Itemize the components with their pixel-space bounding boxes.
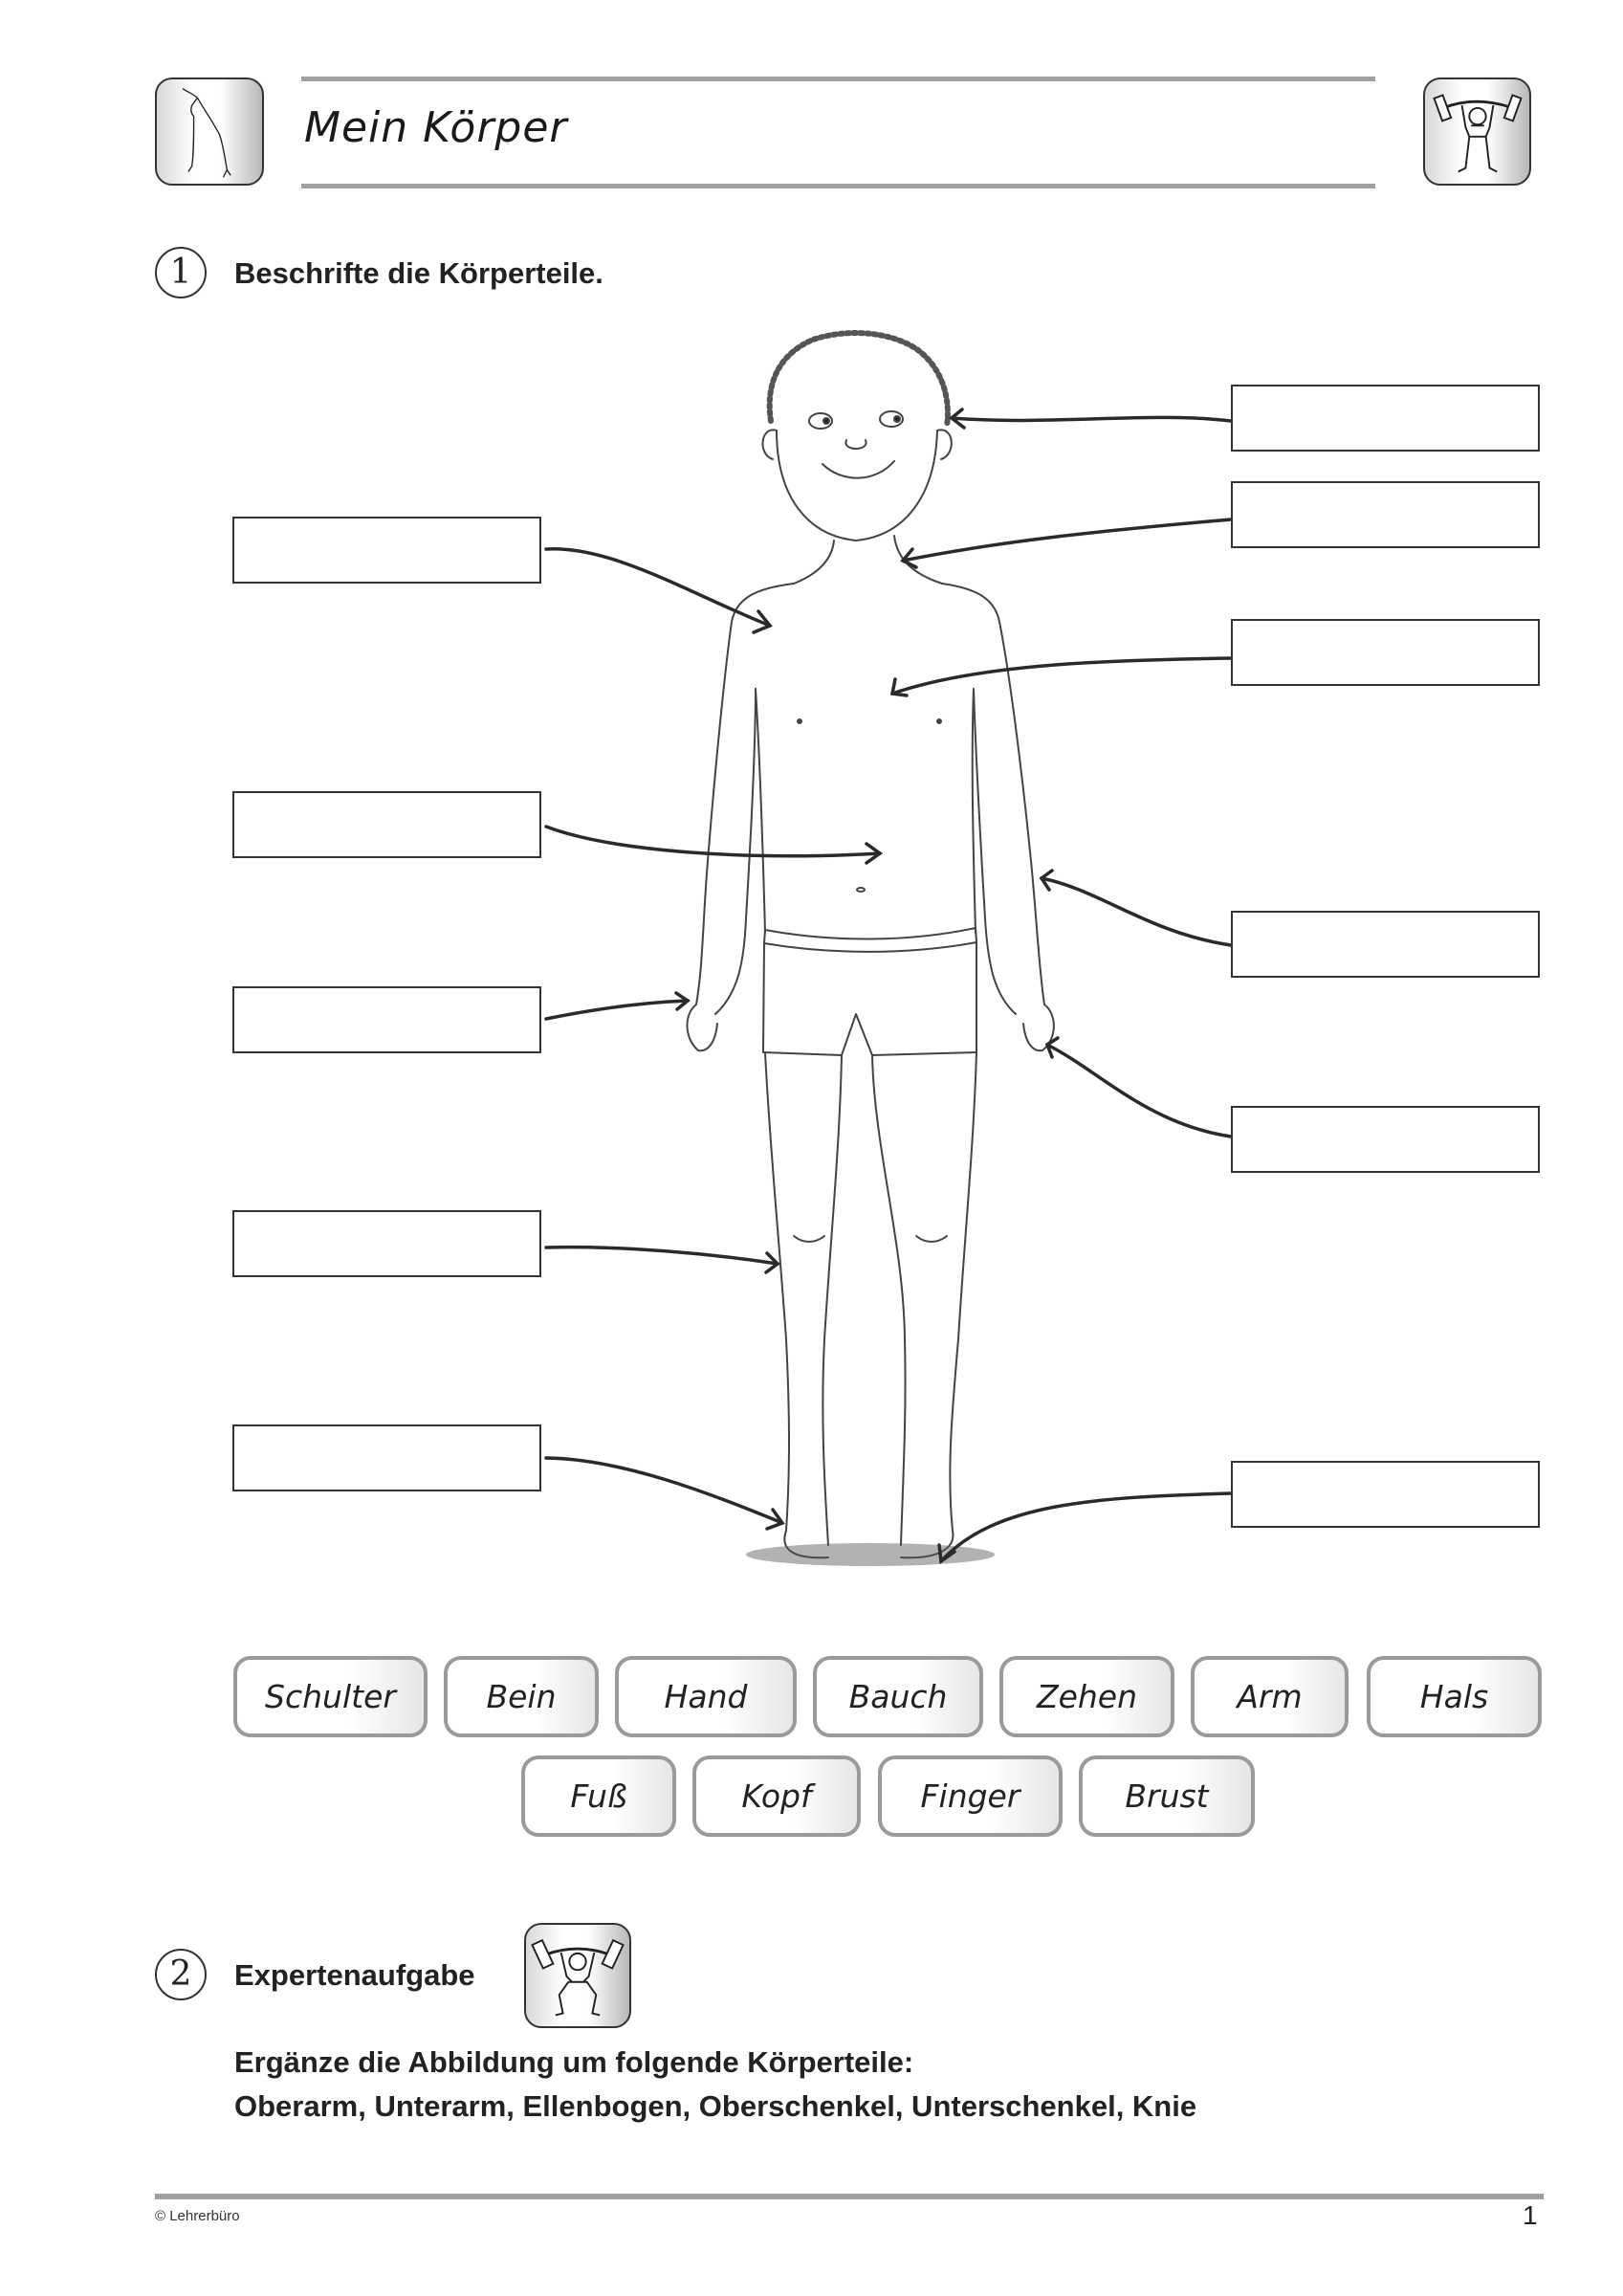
word-chip-bein[interactable]: Bein xyxy=(444,1656,599,1737)
task2-line1: Ergänze die Abbildung um folgende Körperteile: xyxy=(234,2045,914,2079)
word-chip-bauch[interactable]: Bauch xyxy=(813,1656,983,1737)
copyright: © Lehrerbüro xyxy=(155,2208,240,2224)
page-number: 1 xyxy=(1523,2200,1538,2230)
title-rule-top xyxy=(301,77,1375,81)
weightlifter-drawing xyxy=(1425,79,1529,184)
answer-box-right-4[interactable] xyxy=(1231,911,1540,978)
task1-instruction: Beschrifte die Körperteile. xyxy=(234,256,603,290)
word-chip-finger[interactable]: Finger xyxy=(878,1755,1063,1837)
answer-box-right-5[interactable] xyxy=(1231,1106,1540,1173)
footer-rule xyxy=(155,2194,1544,2199)
weightlifter-squat-drawing xyxy=(526,1925,629,2026)
word-chip-fuss[interactable]: Fuß xyxy=(521,1755,676,1837)
word-chip-zehen[interactable]: Zehen xyxy=(999,1656,1174,1737)
title-rule-bottom xyxy=(301,184,1375,188)
answer-box-left-3[interactable] xyxy=(232,986,541,1053)
arm-icon xyxy=(155,77,264,186)
task-number-2: 2 xyxy=(155,1949,207,2000)
task-number-1: 1 xyxy=(155,247,207,298)
task2-line2: Oberarm, Unterarm, Ellenbogen, Oberschenkel, Unterschenkel, Knie xyxy=(234,2089,1197,2123)
answer-box-left-4[interactable] xyxy=(232,1210,541,1277)
answer-box-left-1[interactable] xyxy=(232,517,541,584)
answer-box-left-5[interactable] xyxy=(232,1424,541,1491)
label-arrows xyxy=(546,409,1231,1561)
boy-outline xyxy=(687,333,1053,1557)
word-chip-hand[interactable]: Hand xyxy=(615,1656,797,1737)
ground-shadow xyxy=(746,1543,995,1566)
task2-title: Expertenaufgabe xyxy=(234,1958,475,1992)
answer-box-left-2[interactable] xyxy=(232,791,541,858)
word-chip-schulter[interactable]: Schulter xyxy=(233,1656,428,1737)
page-title: Mein Körper xyxy=(304,103,568,152)
word-chip-hals[interactable]: Hals xyxy=(1367,1656,1542,1737)
arm-drawing xyxy=(157,79,262,184)
word-chip-brust[interactable]: Brust xyxy=(1079,1755,1255,1837)
answer-box-right-6[interactable] xyxy=(1231,1461,1540,1528)
weightlifter-squat-icon xyxy=(524,1923,631,2028)
answer-box-right-1[interactable] xyxy=(1231,385,1540,452)
answer-box-right-2[interactable] xyxy=(1231,481,1540,548)
weightlifter-icon xyxy=(1423,77,1531,186)
word-chip-kopf[interactable]: Kopf xyxy=(692,1755,861,1837)
answer-box-right-3[interactable] xyxy=(1231,619,1540,686)
word-chip-arm[interactable]: Arm xyxy=(1191,1656,1349,1737)
